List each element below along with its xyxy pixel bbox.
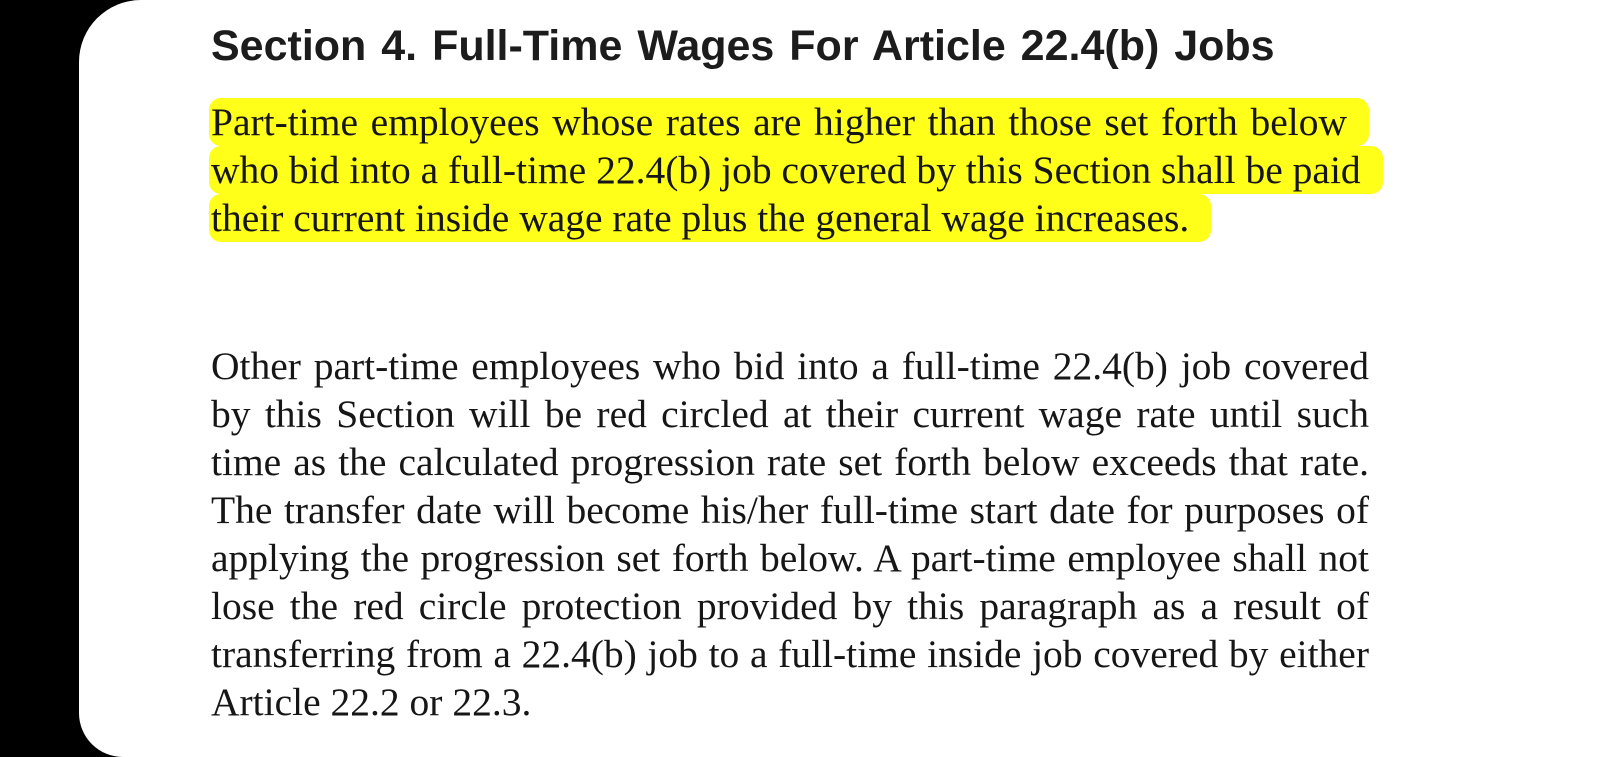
document-page	[79, 0, 1600, 757]
body-paragraph: Other part-time employees who bid into a full-time 22.4(b) job covered by this Section will be red circled at their current wage rate until such time as the calculated progression rate set forth below exceeds that rate. The transfer date will become his/her full-time start date for purposes of applying the progression set forth below. A part-time employee shall not lose the red circle protection provided by this paragraph as a result of transferring from a 22.4(b) job to a full-time inside job covered by either Article 22.2 or 22.3.	[211, 344, 1369, 724]
section-heading: Section 4. Full-Time Wages For Article 22.4(b) Jobs	[211, 22, 1275, 70]
highlighted-paragraph	[211, 98, 1369, 242]
highlighted-text[interactable]: Part-time employees whose rates are higher than those set forth below who bid into a full-time 22.4(b) job covered by this Section shall be paid their current inside wage rate plus the general wage increases.	[209, 98, 1383, 242]
